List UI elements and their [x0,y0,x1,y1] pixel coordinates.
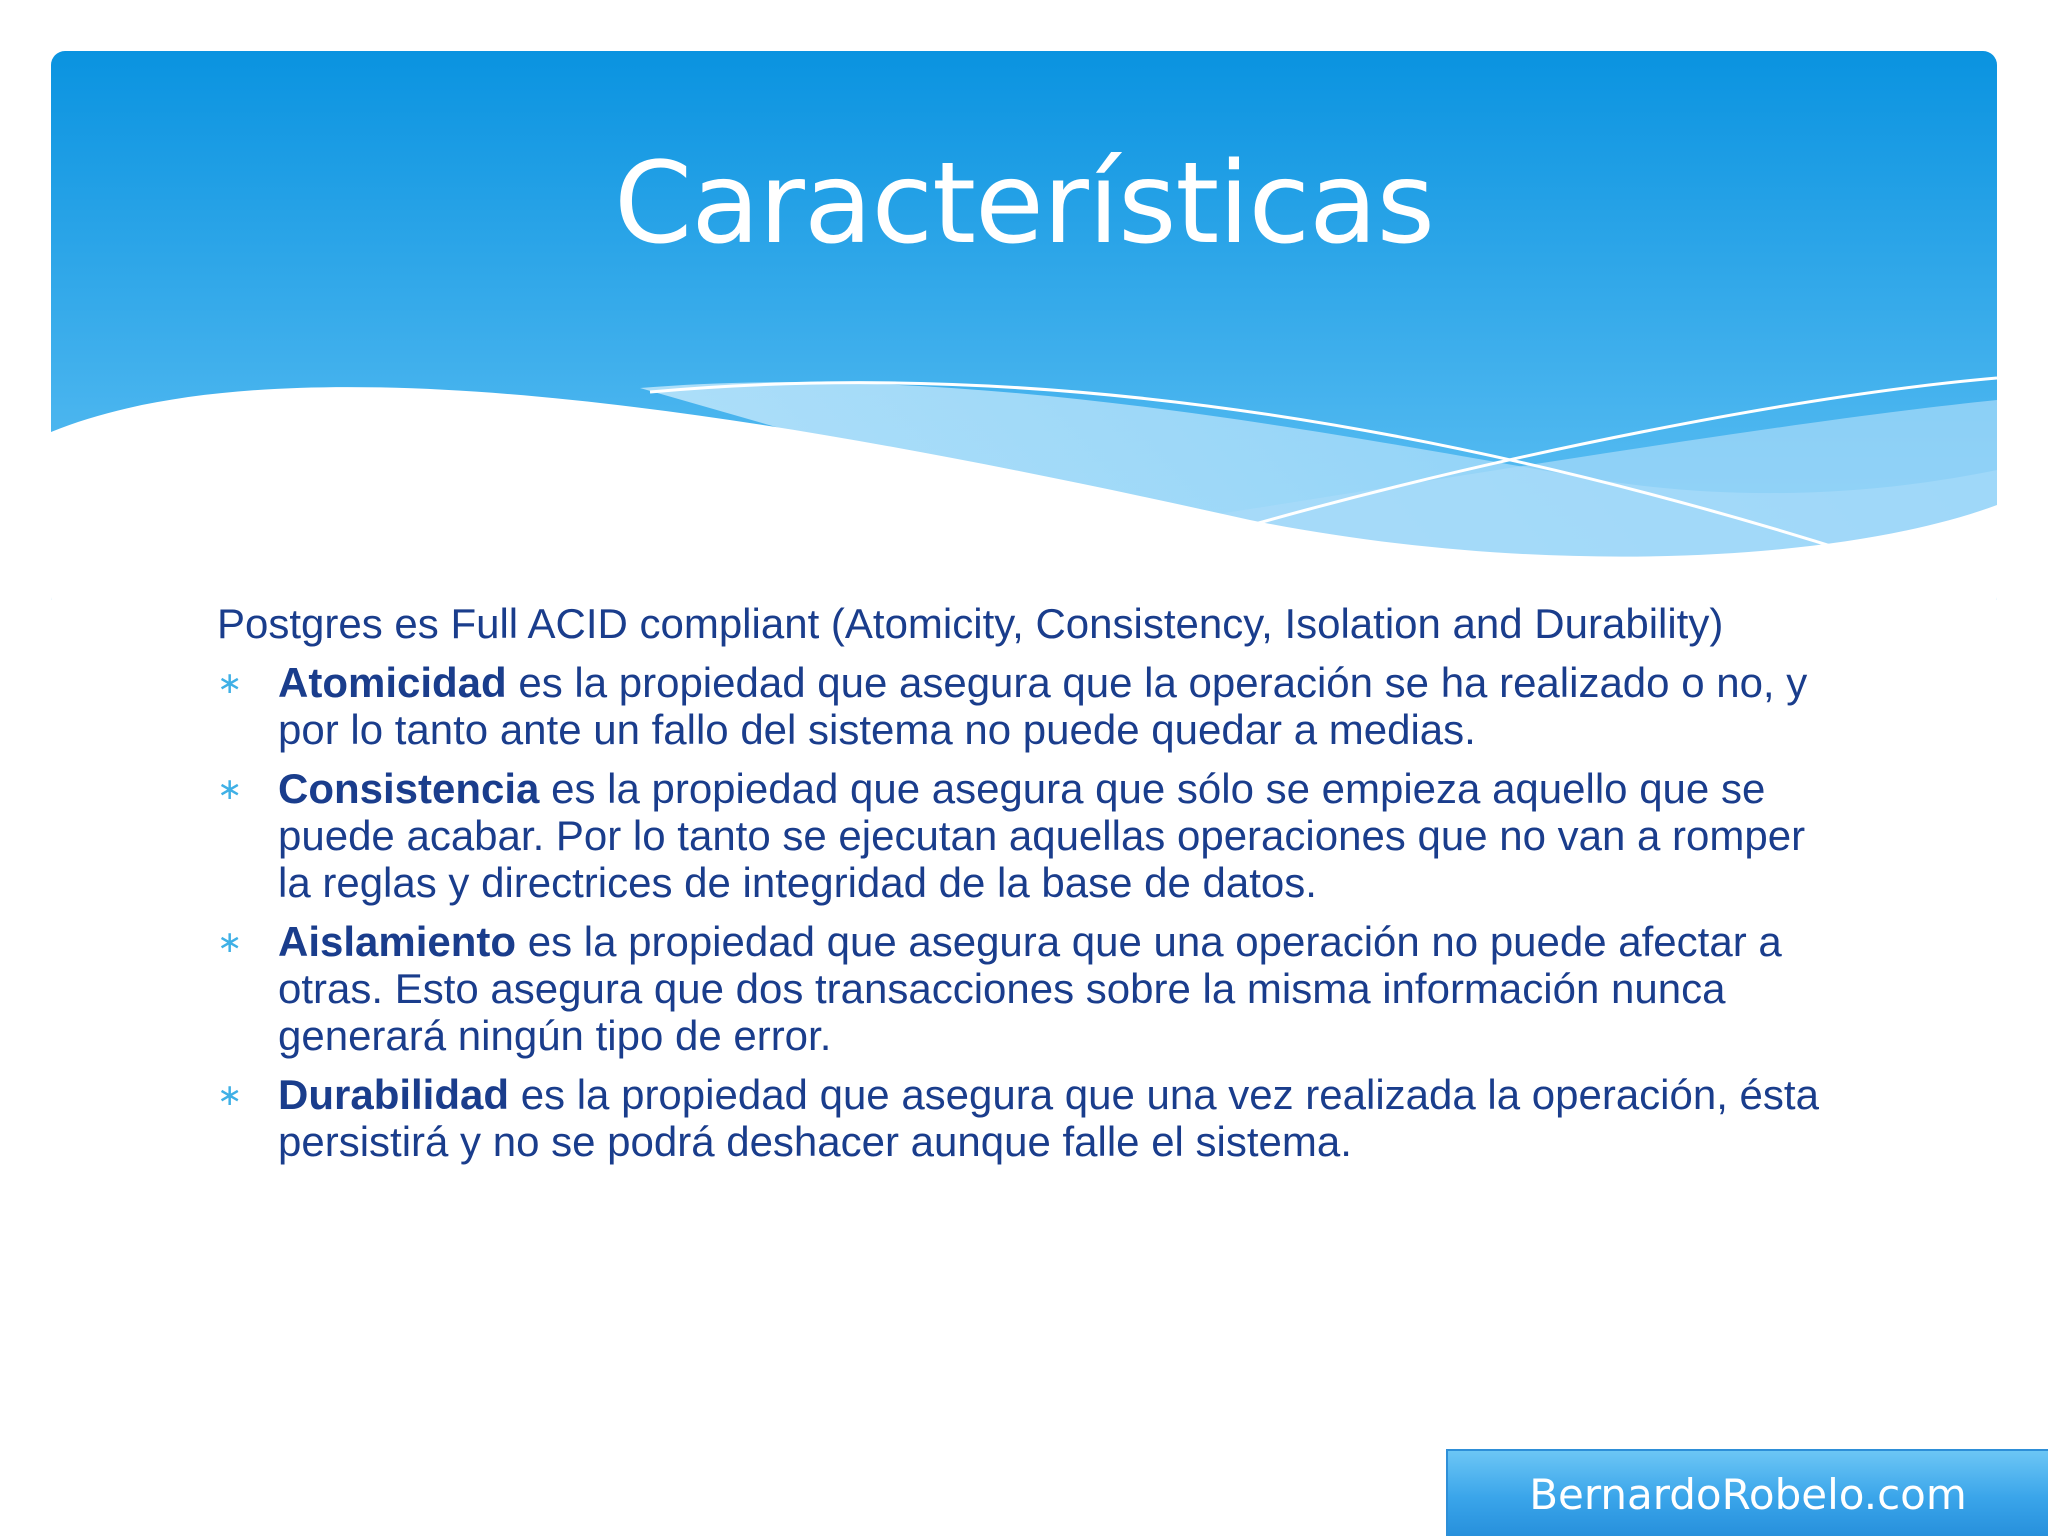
bullet-term: Aislamiento [278,918,517,965]
bullet-text: es la propiedad que asegura que una vez realizada la operación, ésta persistirá y no se podrá deshacer aunque falle el sistema. [278,1071,1819,1165]
bullet-text: es la propiedad que asegura que una operación no puede afectar a otras. Esto asegura que dos transacciones sobre la misma información nunca generará ningún tipo de error. [278,918,1782,1059]
bullet-item-durabilidad [217,1071,1837,1165]
header-wave-banner [0,0,2048,600]
asterisk-bullet-icon: ∗ [217,925,243,960]
asterisk-bullet-icon: ∗ [217,772,243,807]
slide-content [217,600,1837,1177]
asterisk-bullet-icon: ∗ [217,666,243,701]
bullet-item-atomicidad [217,659,1837,753]
bullet-item-aislamiento [217,918,1837,1059]
bullet-term: Consistencia [278,765,540,812]
slide-title: Características [613,139,1435,269]
bullet-term: Durabilidad [278,1071,510,1118]
intro-text: Postgres es Full ACID compliant (Atomicity, Consistency, Isolation and Durability) [217,600,1724,647]
bullet-list [217,659,1837,1165]
bullet-term: Atomicidad [278,659,507,706]
bullet-text: es la propiedad que asegura que la operación se ha realizado o no, y por lo tanto ante un fallo del sistema no puede quedar a medias. [278,659,1808,753]
bullet-text: es la propiedad que asegura que sólo se empieza aquello que se puede acabar. Por lo tanto se ejecutan aquellas operaciones que no van a romper la reglas y directrices de integridad de la base de datos. [278,765,1806,906]
bullet-item-consistencia [217,765,1837,906]
footer-website-badge[interactable]: BernardoRobelo.com [1446,1449,2048,1536]
asterisk-bullet-icon: ∗ [217,1078,243,1113]
